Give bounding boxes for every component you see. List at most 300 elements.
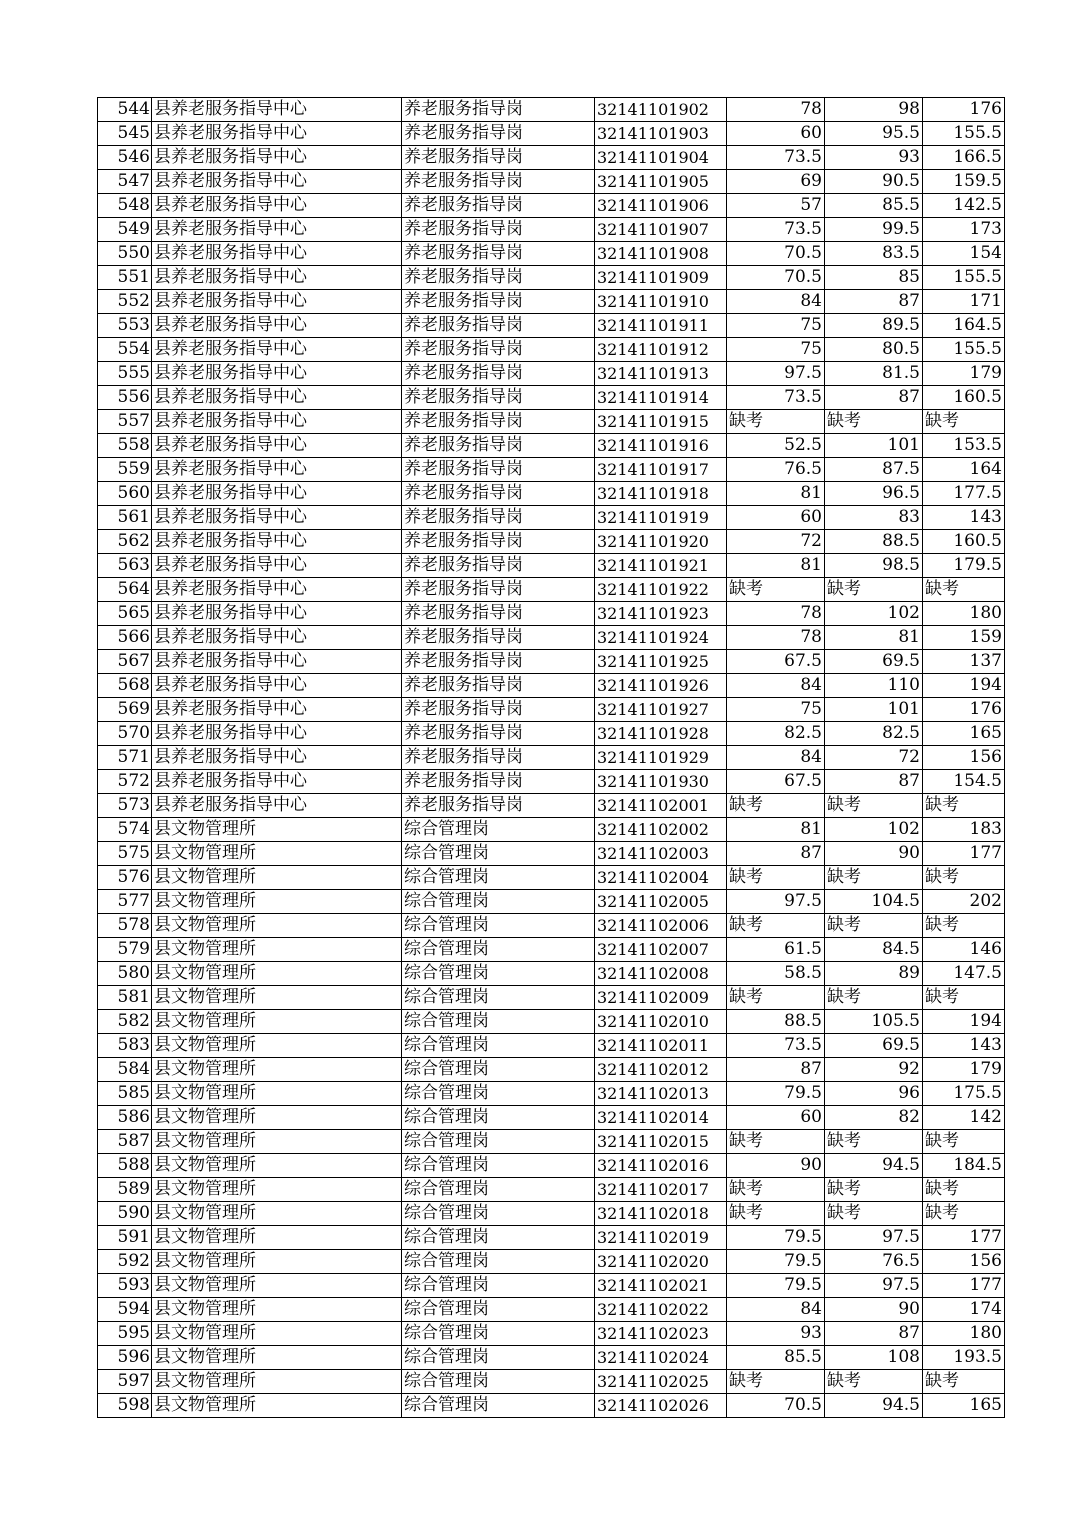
score-2-cell: 94.5 — [825, 1154, 923, 1178]
score-1-cell: 缺考 — [727, 794, 825, 818]
score-1-cell: 60 — [727, 122, 825, 146]
unit-name-cell: 县养老服务指导中心 — [152, 674, 402, 698]
total-score-cell: 177.5 — [923, 482, 1005, 506]
total-score-cell: 142.5 — [923, 194, 1005, 218]
score-2-cell: 110 — [825, 674, 923, 698]
score-1-cell: 82.5 — [727, 722, 825, 746]
score-2-cell: 90.5 — [825, 170, 923, 194]
score-1-cell: 60 — [727, 1106, 825, 1130]
score-1-cell: 79.5 — [727, 1082, 825, 1106]
row-number-cell: 581 — [98, 986, 152, 1010]
unit-name-cell: 县文物管理所 — [152, 1298, 402, 1322]
score-1-cell: 61.5 — [727, 938, 825, 962]
row-number-cell: 580 — [98, 962, 152, 986]
total-score-cell: 143 — [923, 506, 1005, 530]
row-number-cell: 585 — [98, 1082, 152, 1106]
score-2-cell: 81 — [825, 626, 923, 650]
position-name-cell: 养老服务指导岗 — [402, 746, 595, 770]
total-score-cell: 177 — [923, 842, 1005, 866]
score-2-cell: 缺考 — [825, 410, 923, 434]
position-name-cell: 养老服务指导岗 — [402, 218, 595, 242]
total-score-cell: 166.5 — [923, 146, 1005, 170]
position-name-cell: 综合管理岗 — [402, 818, 595, 842]
score-2-cell: 81.5 — [825, 362, 923, 386]
position-name-cell: 养老服务指导岗 — [402, 770, 595, 794]
table-row — [98, 194, 1005, 218]
ticket-number-cell: 32141102018 — [595, 1202, 727, 1226]
total-score-cell: 193.5 — [923, 1346, 1005, 1370]
row-number-cell: 547 — [98, 170, 152, 194]
total-score-cell: 194 — [923, 674, 1005, 698]
table-row — [98, 434, 1005, 458]
row-number-cell: 565 — [98, 602, 152, 626]
unit-name-cell: 县养老服务指导中心 — [152, 602, 402, 626]
total-score-cell: 缺考 — [923, 794, 1005, 818]
total-score-cell: 156 — [923, 746, 1005, 770]
position-name-cell: 综合管理岗 — [402, 938, 595, 962]
ticket-number-cell: 32141102004 — [595, 866, 727, 890]
score-1-cell: 81 — [727, 818, 825, 842]
score-1-cell: 84 — [727, 1298, 825, 1322]
total-score-cell: 156 — [923, 1250, 1005, 1274]
table-row — [98, 1394, 1005, 1418]
total-score-cell: 164.5 — [923, 314, 1005, 338]
total-score-cell: 143 — [923, 1034, 1005, 1058]
score-1-cell: 88.5 — [727, 1010, 825, 1034]
score-2-cell: 缺考 — [825, 794, 923, 818]
ticket-number-cell: 32141101914 — [595, 386, 727, 410]
row-number-cell: 572 — [98, 770, 152, 794]
table-row — [98, 1250, 1005, 1274]
position-name-cell: 养老服务指导岗 — [402, 266, 595, 290]
table-row — [98, 1082, 1005, 1106]
position-name-cell: 养老服务指导岗 — [402, 554, 595, 578]
score-2-cell: 102 — [825, 602, 923, 626]
ticket-number-cell: 32141101916 — [595, 434, 727, 458]
ticket-number-cell: 32141102013 — [595, 1082, 727, 1106]
score-1-cell: 75 — [727, 314, 825, 338]
score-2-cell: 89 — [825, 962, 923, 986]
unit-name-cell: 县养老服务指导中心 — [152, 770, 402, 794]
score-2-cell: 84.5 — [825, 938, 923, 962]
unit-name-cell: 县文物管理所 — [152, 1202, 402, 1226]
unit-name-cell: 县文物管理所 — [152, 914, 402, 938]
score-1-cell: 75 — [727, 698, 825, 722]
score-2-cell: 缺考 — [825, 866, 923, 890]
score-1-cell: 73.5 — [727, 386, 825, 410]
table-row — [98, 554, 1005, 578]
position-name-cell: 养老服务指导岗 — [402, 362, 595, 386]
score-2-cell: 80.5 — [825, 338, 923, 362]
score-2-cell: 85.5 — [825, 194, 923, 218]
position-name-cell: 综合管理岗 — [402, 1106, 595, 1130]
total-score-cell: 155.5 — [923, 122, 1005, 146]
unit-name-cell: 县养老服务指导中心 — [152, 218, 402, 242]
unit-name-cell: 县养老服务指导中心 — [152, 458, 402, 482]
score-1-cell: 97.5 — [727, 362, 825, 386]
score-1-cell: 58.5 — [727, 962, 825, 986]
unit-name-cell: 县养老服务指导中心 — [152, 746, 402, 770]
score-2-cell: 97.5 — [825, 1226, 923, 1250]
unit-name-cell: 县养老服务指导中心 — [152, 338, 402, 362]
unit-name-cell: 县文物管理所 — [152, 1034, 402, 1058]
unit-name-cell: 县文物管理所 — [152, 986, 402, 1010]
row-number-cell: 550 — [98, 242, 152, 266]
ticket-number-cell: 32141102003 — [595, 842, 727, 866]
score-1-cell: 缺考 — [727, 914, 825, 938]
position-name-cell: 养老服务指导岗 — [402, 698, 595, 722]
position-name-cell: 综合管理岗 — [402, 1178, 595, 1202]
score-2-cell: 97.5 — [825, 1274, 923, 1298]
score-2-cell: 69.5 — [825, 1034, 923, 1058]
row-number-cell: 588 — [98, 1154, 152, 1178]
score-2-cell: 96.5 — [825, 482, 923, 506]
unit-name-cell: 县文物管理所 — [152, 1058, 402, 1082]
table-row — [98, 938, 1005, 962]
ticket-number-cell: 32141102021 — [595, 1274, 727, 1298]
score-2-cell: 83.5 — [825, 242, 923, 266]
unit-name-cell: 县文物管理所 — [152, 866, 402, 890]
unit-name-cell: 县养老服务指导中心 — [152, 386, 402, 410]
score-1-cell: 缺考 — [727, 866, 825, 890]
total-score-cell: 180 — [923, 1322, 1005, 1346]
score-2-cell: 101 — [825, 698, 923, 722]
ticket-number-cell: 32141101904 — [595, 146, 727, 170]
score-2-cell: 95.5 — [825, 122, 923, 146]
table-row — [98, 506, 1005, 530]
ticket-number-cell: 32141102017 — [595, 1178, 727, 1202]
row-number-cell: 579 — [98, 938, 152, 962]
score-2-cell: 69.5 — [825, 650, 923, 674]
ticket-number-cell: 32141102002 — [595, 818, 727, 842]
row-number-cell: 559 — [98, 458, 152, 482]
table-row — [98, 962, 1005, 986]
unit-name-cell: 县养老服务指导中心 — [152, 506, 402, 530]
table-row — [98, 1202, 1005, 1226]
table-row — [98, 1370, 1005, 1394]
row-number-cell: 566 — [98, 626, 152, 650]
score-2-cell: 缺考 — [825, 1178, 923, 1202]
table-row — [98, 458, 1005, 482]
ticket-number-cell: 32141101902 — [595, 98, 727, 122]
table-row — [98, 602, 1005, 626]
score-2-cell: 108 — [825, 1346, 923, 1370]
position-name-cell: 综合管理岗 — [402, 1034, 595, 1058]
total-score-cell: 缺考 — [923, 1178, 1005, 1202]
position-name-cell: 综合管理岗 — [402, 1010, 595, 1034]
row-number-cell: 553 — [98, 314, 152, 338]
table-row — [98, 866, 1005, 890]
table-row — [98, 242, 1005, 266]
unit-name-cell: 县文物管理所 — [152, 1250, 402, 1274]
total-score-cell: 174 — [923, 1298, 1005, 1322]
position-name-cell: 养老服务指导岗 — [402, 338, 595, 362]
position-name-cell: 养老服务指导岗 — [402, 578, 595, 602]
unit-name-cell: 县文物管理所 — [152, 1274, 402, 1298]
score-1-cell: 缺考 — [727, 410, 825, 434]
table-row — [98, 482, 1005, 506]
score-2-cell: 87.5 — [825, 458, 923, 482]
position-name-cell: 养老服务指导岗 — [402, 410, 595, 434]
score-1-cell: 67.5 — [727, 650, 825, 674]
table-row — [98, 1058, 1005, 1082]
unit-name-cell: 县养老服务指导中心 — [152, 290, 402, 314]
unit-name-cell: 县养老服务指导中心 — [152, 434, 402, 458]
row-number-cell: 574 — [98, 818, 152, 842]
total-score-cell: 160.5 — [923, 530, 1005, 554]
score-1-cell: 缺考 — [727, 1130, 825, 1154]
row-number-cell: 577 — [98, 890, 152, 914]
unit-name-cell: 县养老服务指导中心 — [152, 482, 402, 506]
total-score-cell: 202 — [923, 890, 1005, 914]
position-name-cell: 综合管理岗 — [402, 962, 595, 986]
total-score-cell: 160.5 — [923, 386, 1005, 410]
unit-name-cell: 县文物管理所 — [152, 938, 402, 962]
score-1-cell: 70.5 — [727, 242, 825, 266]
total-score-cell: 146 — [923, 938, 1005, 962]
position-name-cell: 综合管理岗 — [402, 1322, 595, 1346]
row-number-cell: 592 — [98, 1250, 152, 1274]
ticket-number-cell: 32141102019 — [595, 1226, 727, 1250]
total-score-cell: 165 — [923, 722, 1005, 746]
ticket-number-cell: 32141102024 — [595, 1346, 727, 1370]
ticket-number-cell: 32141101930 — [595, 770, 727, 794]
score-2-cell: 83 — [825, 506, 923, 530]
row-number-cell: 552 — [98, 290, 152, 314]
score-1-cell: 78 — [727, 626, 825, 650]
ticket-number-cell: 32141101928 — [595, 722, 727, 746]
score-1-cell: 70.5 — [727, 1394, 825, 1418]
score-1-cell: 93 — [727, 1322, 825, 1346]
score-2-cell: 104.5 — [825, 890, 923, 914]
table-row — [98, 1274, 1005, 1298]
table-row — [98, 1106, 1005, 1130]
table-row — [98, 914, 1005, 938]
total-score-cell: 173 — [923, 218, 1005, 242]
row-number-cell: 557 — [98, 410, 152, 434]
score-2-cell: 90 — [825, 1298, 923, 1322]
position-name-cell: 养老服务指导岗 — [402, 626, 595, 650]
position-name-cell: 养老服务指导岗 — [402, 722, 595, 746]
ticket-number-cell: 32141101917 — [595, 458, 727, 482]
ticket-number-cell: 32141102025 — [595, 1370, 727, 1394]
score-table — [97, 97, 1005, 1418]
table-row — [98, 1298, 1005, 1322]
position-name-cell: 养老服务指导岗 — [402, 194, 595, 218]
position-name-cell: 综合管理岗 — [402, 1130, 595, 1154]
ticket-number-cell: 32141102007 — [595, 938, 727, 962]
row-number-cell: 546 — [98, 146, 152, 170]
unit-name-cell: 县养老服务指导中心 — [152, 194, 402, 218]
ticket-number-cell: 32141101925 — [595, 650, 727, 674]
row-number-cell: 544 — [98, 98, 152, 122]
row-number-cell: 573 — [98, 794, 152, 818]
ticket-number-cell: 32141101905 — [595, 170, 727, 194]
ticket-number-cell: 32141101907 — [595, 218, 727, 242]
score-2-cell: 101 — [825, 434, 923, 458]
ticket-number-cell: 32141101920 — [595, 530, 727, 554]
ticket-number-cell: 32141102008 — [595, 962, 727, 986]
row-number-cell: 555 — [98, 362, 152, 386]
total-score-cell: 137 — [923, 650, 1005, 674]
table-row — [98, 410, 1005, 434]
score-2-cell: 105.5 — [825, 1010, 923, 1034]
score-table-body — [98, 98, 1005, 1418]
total-score-cell: 165 — [923, 1394, 1005, 1418]
unit-name-cell: 县养老服务指导中心 — [152, 530, 402, 554]
score-1-cell: 67.5 — [727, 770, 825, 794]
total-score-cell: 缺考 — [923, 1130, 1005, 1154]
ticket-number-cell: 32141102014 — [595, 1106, 727, 1130]
position-name-cell: 养老服务指导岗 — [402, 146, 595, 170]
table-row — [98, 770, 1005, 794]
total-score-cell: 159 — [923, 626, 1005, 650]
row-number-cell: 578 — [98, 914, 152, 938]
row-number-cell: 584 — [98, 1058, 152, 1082]
row-number-cell: 549 — [98, 218, 152, 242]
score-1-cell: 78 — [727, 98, 825, 122]
ticket-number-cell: 32141101903 — [595, 122, 727, 146]
table-row — [98, 1346, 1005, 1370]
ticket-number-cell: 32141102010 — [595, 1010, 727, 1034]
table-row — [98, 122, 1005, 146]
score-1-cell: 97.5 — [727, 890, 825, 914]
table-row — [98, 362, 1005, 386]
table-row — [98, 386, 1005, 410]
position-name-cell: 养老服务指导岗 — [402, 314, 595, 338]
score-1-cell: 73.5 — [727, 146, 825, 170]
position-name-cell: 综合管理岗 — [402, 1346, 595, 1370]
position-name-cell: 养老服务指导岗 — [402, 122, 595, 146]
table-row — [98, 578, 1005, 602]
score-2-cell: 93 — [825, 146, 923, 170]
row-number-cell: 575 — [98, 842, 152, 866]
ticket-number-cell: 32141101918 — [595, 482, 727, 506]
ticket-number-cell: 32141102001 — [595, 794, 727, 818]
row-number-cell: 576 — [98, 866, 152, 890]
unit-name-cell: 县养老服务指导中心 — [152, 146, 402, 170]
row-number-cell: 554 — [98, 338, 152, 362]
table-row — [98, 338, 1005, 362]
total-score-cell: 155.5 — [923, 338, 1005, 362]
total-score-cell: 179.5 — [923, 554, 1005, 578]
ticket-number-cell: 32141101921 — [595, 554, 727, 578]
unit-name-cell: 县养老服务指导中心 — [152, 266, 402, 290]
total-score-cell: 缺考 — [923, 1370, 1005, 1394]
score-2-cell: 90 — [825, 842, 923, 866]
table-row — [98, 722, 1005, 746]
score-2-cell: 缺考 — [825, 578, 923, 602]
total-score-cell: 179 — [923, 1058, 1005, 1082]
total-score-cell: 176 — [923, 698, 1005, 722]
table-row — [98, 146, 1005, 170]
score-1-cell: 75 — [727, 338, 825, 362]
score-1-cell: 73.5 — [727, 1034, 825, 1058]
score-1-cell: 79.5 — [727, 1250, 825, 1274]
total-score-cell: 142 — [923, 1106, 1005, 1130]
ticket-number-cell: 32141102023 — [595, 1322, 727, 1346]
row-number-cell: 597 — [98, 1370, 152, 1394]
total-score-cell: 180 — [923, 602, 1005, 626]
position-name-cell: 养老服务指导岗 — [402, 530, 595, 554]
total-score-cell: 177 — [923, 1226, 1005, 1250]
score-2-cell: 87 — [825, 770, 923, 794]
ticket-number-cell: 32141101909 — [595, 266, 727, 290]
row-number-cell: 589 — [98, 1178, 152, 1202]
unit-name-cell: 县文物管理所 — [152, 1010, 402, 1034]
ticket-number-cell: 32141102005 — [595, 890, 727, 914]
score-2-cell: 102 — [825, 818, 923, 842]
total-score-cell: 194 — [923, 1010, 1005, 1034]
ticket-number-cell: 32141102011 — [595, 1034, 727, 1058]
row-number-cell: 561 — [98, 506, 152, 530]
table-row — [98, 890, 1005, 914]
row-number-cell: 563 — [98, 554, 152, 578]
ticket-number-cell: 32141101919 — [595, 506, 727, 530]
ticket-number-cell: 32141102006 — [595, 914, 727, 938]
row-number-cell: 556 — [98, 386, 152, 410]
unit-name-cell: 县养老服务指导中心 — [152, 698, 402, 722]
table-row — [98, 1034, 1005, 1058]
position-name-cell: 综合管理岗 — [402, 1202, 595, 1226]
score-1-cell: 79.5 — [727, 1274, 825, 1298]
score-2-cell: 缺考 — [825, 986, 923, 1010]
total-score-cell: 155.5 — [923, 266, 1005, 290]
score-1-cell: 79.5 — [727, 1226, 825, 1250]
score-1-cell: 60 — [727, 506, 825, 530]
unit-name-cell: 县养老服务指导中心 — [152, 626, 402, 650]
table-row — [98, 1010, 1005, 1034]
unit-name-cell: 县文物管理所 — [152, 890, 402, 914]
total-score-cell: 176 — [923, 98, 1005, 122]
ticket-number-cell: 32141101913 — [595, 362, 727, 386]
score-2-cell: 85 — [825, 266, 923, 290]
score-2-cell: 82.5 — [825, 722, 923, 746]
position-name-cell: 综合管理岗 — [402, 1274, 595, 1298]
score-2-cell: 缺考 — [825, 1130, 923, 1154]
position-name-cell: 综合管理岗 — [402, 842, 595, 866]
table-row — [98, 1154, 1005, 1178]
table-row — [98, 818, 1005, 842]
score-1-cell: 84 — [727, 290, 825, 314]
total-score-cell: 175.5 — [923, 1082, 1005, 1106]
score-2-cell: 89.5 — [825, 314, 923, 338]
table-row — [98, 1178, 1005, 1202]
total-score-cell: 159.5 — [923, 170, 1005, 194]
ticket-number-cell: 32141102026 — [595, 1394, 727, 1418]
position-name-cell: 养老服务指导岗 — [402, 98, 595, 122]
position-name-cell: 综合管理岗 — [402, 1082, 595, 1106]
position-name-cell: 养老服务指导岗 — [402, 650, 595, 674]
unit-name-cell: 县养老服务指导中心 — [152, 794, 402, 818]
unit-name-cell: 县养老服务指导中心 — [152, 170, 402, 194]
position-name-cell: 养老服务指导岗 — [402, 602, 595, 626]
unit-name-cell: 县文物管理所 — [152, 1370, 402, 1394]
position-name-cell: 养老服务指导岗 — [402, 794, 595, 818]
score-1-cell: 73.5 — [727, 218, 825, 242]
ticket-number-cell: 32141101906 — [595, 194, 727, 218]
ticket-number-cell: 32141101912 — [595, 338, 727, 362]
row-number-cell: 562 — [98, 530, 152, 554]
score-2-cell: 82 — [825, 1106, 923, 1130]
position-name-cell: 综合管理岗 — [402, 1298, 595, 1322]
position-name-cell: 综合管理岗 — [402, 1250, 595, 1274]
position-name-cell: 综合管理岗 — [402, 1394, 595, 1418]
position-name-cell: 养老服务指导岗 — [402, 386, 595, 410]
ticket-number-cell: 32141102015 — [595, 1130, 727, 1154]
unit-name-cell: 县养老服务指导中心 — [152, 314, 402, 338]
score-2-cell: 87 — [825, 290, 923, 314]
